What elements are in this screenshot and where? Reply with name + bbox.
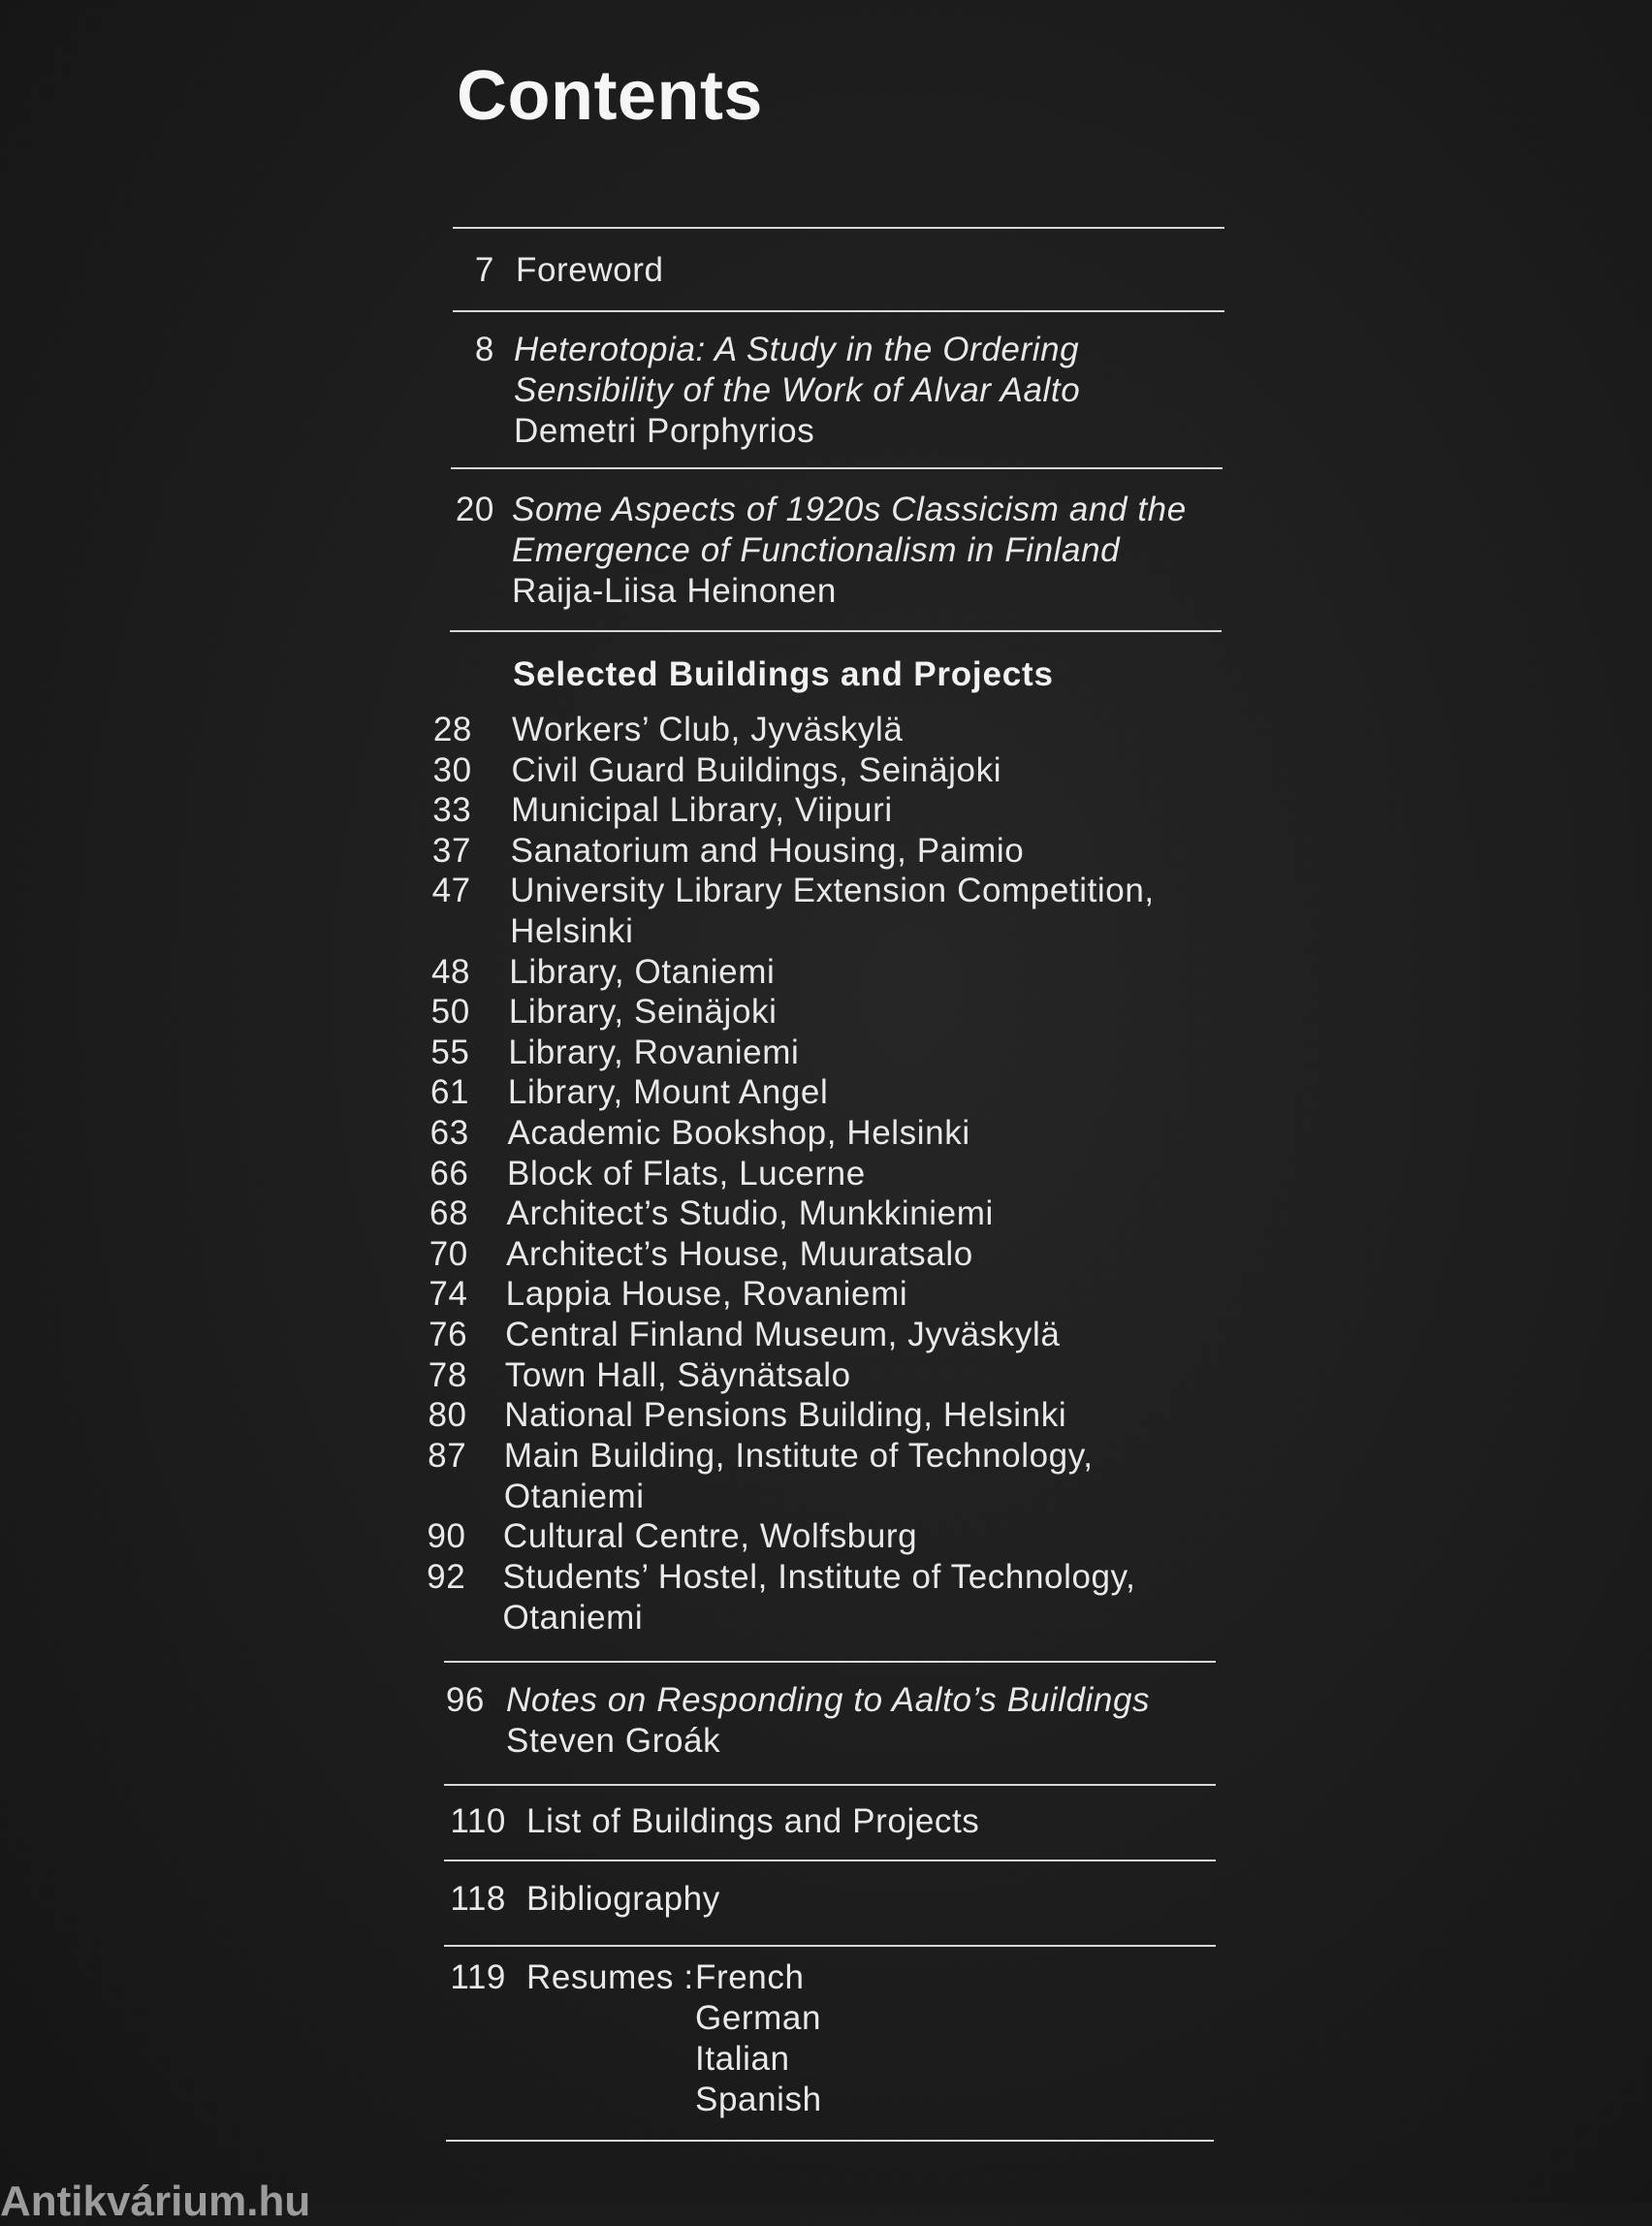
page-number: 96 [445,1681,485,1719]
divider [453,227,1224,229]
language: Italian [695,2040,790,2078]
entry-text [507,1193,994,1234]
resumes-label: Resumes : [526,1958,694,1996]
entry-text [506,1680,1150,1762]
page-number: 110 [450,1802,506,1840]
entry-title-line: Lappia House, Rovaniemi [505,1275,908,1314]
page-number: 90 [427,1517,466,1555]
page-number: 118 [450,1880,506,1918]
page-number: 87 [428,1436,467,1475]
entry-title-line: Main Building, Institute of Technology, [503,1436,1094,1475]
entry-title-line: University Library Extension Competition, [510,872,1155,910]
entry-title-line: Municipal Library, Viipuri [511,791,893,830]
entry-text [511,831,1025,872]
page-number: 61 [429,1073,470,1112]
entry-text [508,1033,799,1073]
entry-title-line: Academic Bookshop, Helsinki [507,1114,970,1152]
entry-text [507,1113,969,1154]
page-number: 70 [429,1234,468,1273]
entry-title: Foreword [516,251,664,289]
entry-text [504,1436,1094,1517]
section-heading: Selected Buildings and Projects [513,655,1054,693]
entry-title-line: Town Hall, Säynätsalo [504,1355,851,1394]
entry-text [505,1355,851,1396]
divider [450,630,1222,632]
entry-title-line: Architect’s House, Muuratsalo [506,1234,973,1273]
entry-title-line: Otaniemi [502,1598,644,1637]
entry-text [511,790,893,831]
entry-title: Bibliography [526,1880,720,1918]
entry-title-line: Workers’ Club, Jyväskylä [512,711,904,748]
entry-text [507,1154,866,1194]
watermark: Antikvárium.hu [0,2178,311,2225]
resumes-languages [695,1957,822,2120]
entry-text [506,1234,973,1275]
entry-title-line: Emergence of Functionalism in Finland [512,531,1121,569]
entry-text [505,1315,1060,1355]
entry-title-line: Civil Guard Buildings, Seinäjoki [511,750,1002,789]
entry-title-line: Helsinki [510,912,634,951]
entry-title-line: Library, Rovaniemi [508,1033,800,1071]
entry-author: Steven Groák [506,1722,721,1760]
page-number: 28 [432,711,472,748]
entry-title-line: National Pensions Building, Helsinki [504,1396,1067,1435]
page-number: 20 [455,491,494,528]
entry-title-line: Library, Mount Angel [507,1073,829,1112]
page-number: 119 [450,1958,506,1996]
entry-title-line: Sanatorium and Housing, Paimio [510,831,1025,870]
entry-text [506,1274,908,1315]
entry-title-line: Block of Flats, Lucerne [507,1154,866,1192]
entry-title-line: Central Finland Museum, Jyväskylä [505,1316,1061,1353]
divider [444,1945,1216,1947]
entry-title-line: Cultural Centre, Wolfsburg [502,1517,918,1555]
page-number: 48 [430,952,471,991]
divider [444,1784,1216,1786]
divider [444,1860,1216,1861]
entry-text [512,710,903,750]
page-number: 92 [427,1557,466,1596]
page-number: 50 [430,993,470,1032]
entry-title-line: Otaniemi [503,1477,645,1515]
page-number: 68 [429,1194,469,1233]
page-number: 47 [431,872,471,910]
entry-text [503,1516,917,1557]
page-number: 76 [429,1316,468,1353]
entry-author: Demetri Porphyrios [514,412,815,450]
divider [446,2140,1214,2142]
entry-author: Raija-Liisa Heinonen [512,572,837,610]
page-number: 7 [474,251,494,289]
entry-title-line: Students’ Hostel, Institute of Technology, [502,1557,1136,1596]
entry-title-line: Library, Seinäjoki [508,993,778,1032]
entry-title-line: Notes on Responding to Aalto’s Buildings [506,1681,1151,1719]
page-number: 8 [474,331,494,368]
page-number: 63 [429,1114,469,1152]
page-number: 66 [429,1154,469,1192]
page-number: 55 [430,1033,470,1071]
entry-title-line: Library, Otaniemi [509,952,776,991]
page-number: 78 [428,1355,467,1394]
entry-text [512,490,1187,612]
entry-title: List of Buildings and Projects [526,1802,980,1840]
entry-text [504,1395,1066,1436]
page-title: Contents [457,57,763,135]
divider [451,467,1223,469]
page-number: 30 [432,750,472,789]
entry-text [514,330,1080,452]
entry-title-line: Sensibility of the Work of Alvar Aalto [514,371,1081,409]
entry-text [512,750,1002,791]
language: Spanish [695,2081,822,2118]
page-number: 74 [429,1275,468,1314]
entry-text [509,992,778,1033]
page-number: 37 [431,831,472,870]
language: German [695,1999,822,2037]
entry-title-line: Architect’s Studio, Munkkiniemi [506,1194,994,1233]
entry-text [502,1557,1135,1638]
entry-text [510,871,1155,952]
divider [444,1661,1216,1663]
page-number: 80 [428,1396,467,1435]
entry-title-line: Heterotopia: A Study in the Ordering [514,331,1080,368]
divider [453,310,1224,312]
entry-text [509,952,775,993]
language: French [695,1958,805,1996]
entry-text [508,1072,828,1113]
entry-title-line: Some Aspects of 1920s Classicism and the [512,491,1187,528]
page-number: 33 [432,791,472,830]
